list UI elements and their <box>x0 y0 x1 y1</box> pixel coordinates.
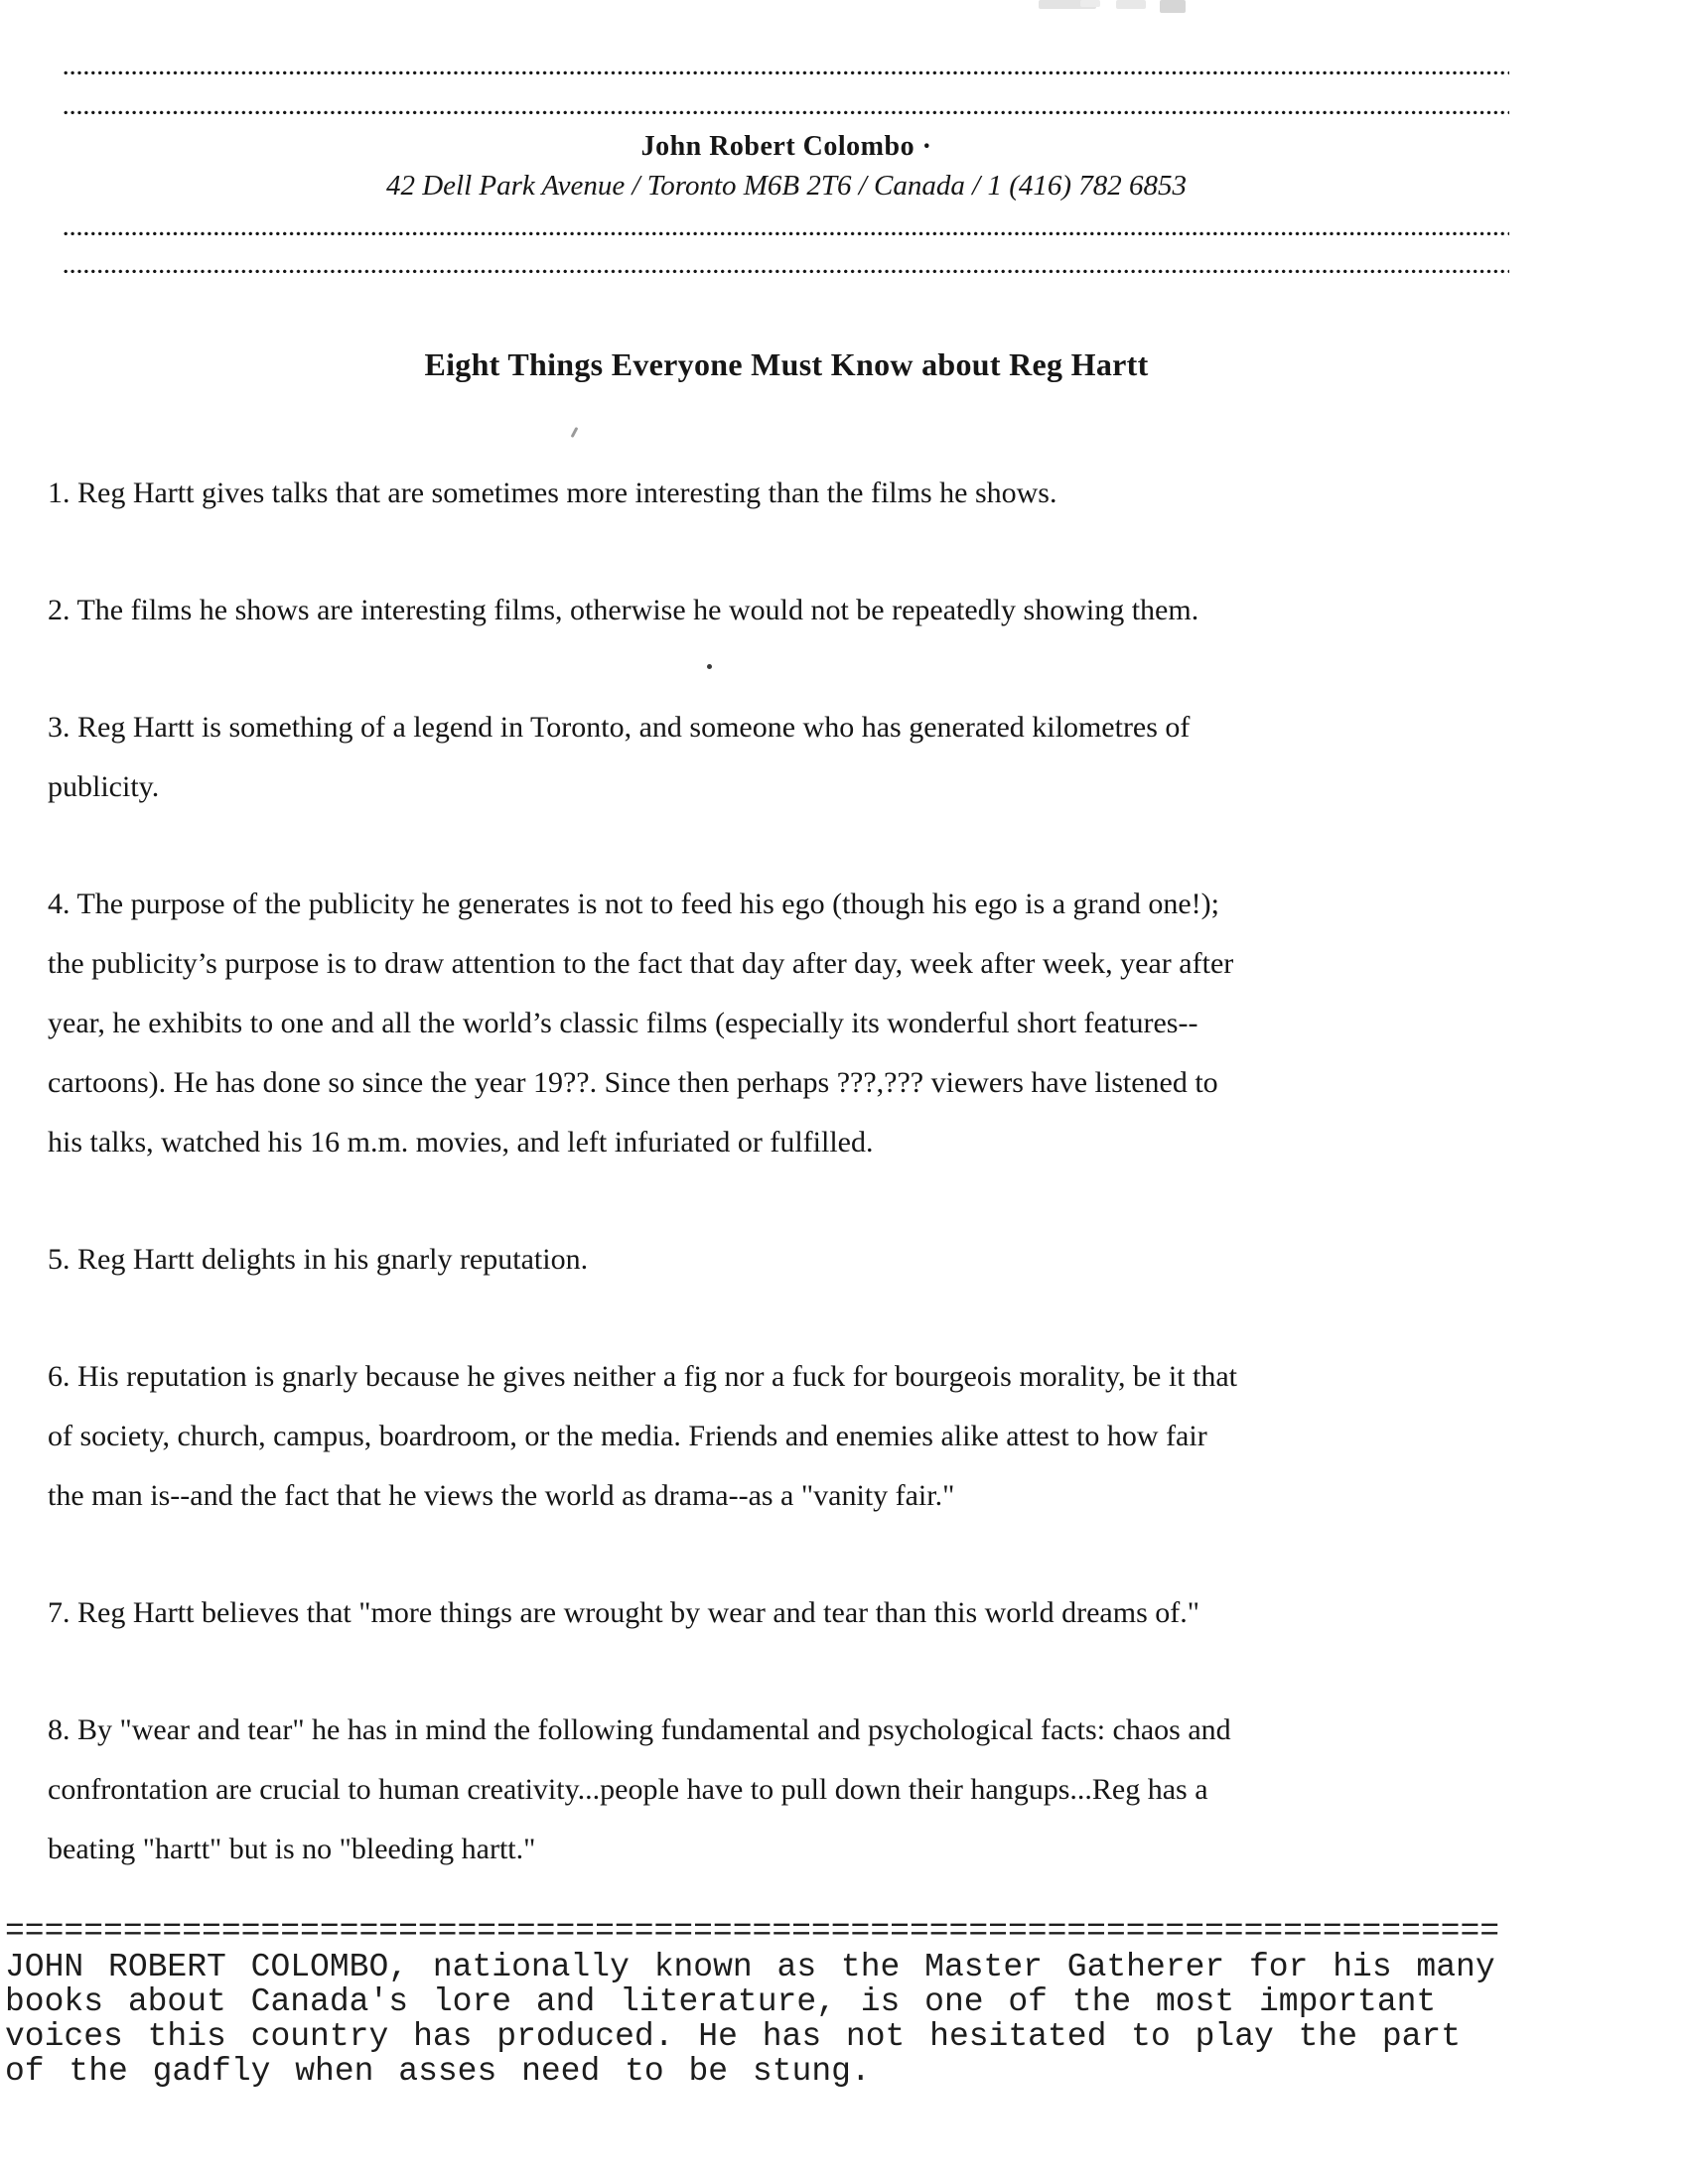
text-line: 4. The purpose of the publicity he generates is not to feed his ego (though his ego is a grand one!); <box>48 887 1219 920</box>
scan-smudge <box>1116 0 1146 9</box>
letterhead-address: 42 Dell Park Avenue / Toronto M6B 2T6 / Canada / 1 (416) 782 6853 <box>385 170 1188 202</box>
footer-line: JOHN ROBERT COLOMBO, nationally known as the Master Gatherer for his many <box>5 1949 1495 1985</box>
scan-smudge <box>1160 0 1186 13</box>
text-line: the publicity’s purpose is to draw attention to the fact that day after day, week after week, year after <box>48 947 1234 980</box>
document-title: Eight Things Everyone Must Know about Reg Hartt <box>424 346 1149 382</box>
text-line: beating "hartt" but is no "bleeding hartt." <box>48 1833 536 1865</box>
footer-line: books about Canada's lore and literature, is one of the most important <box>5 1983 1437 2020</box>
list-item <box>48 1701 1497 1879</box>
list-item <box>48 875 1497 1172</box>
footer-bio <box>5 1950 1554 2089</box>
numbered-list <box>48 464 1497 1937</box>
dotted-rule-bottom-2 <box>64 269 1509 274</box>
text-line: 1. Reg Hartt gives talks that are sometimes more interesting than the films he shows. <box>48 477 1057 509</box>
scan-smudge <box>1080 0 1100 7</box>
text-line: of society, church, campus, boardroom, or the media. Friends and enemies alike attest to how fair <box>48 1420 1207 1452</box>
text-line: confrontation are crucial to human creativity...people have to pull down their hangups...Reg has a <box>48 1773 1208 1806</box>
text-line: publicity. <box>48 770 160 803</box>
list-item <box>48 1583 1497 1643</box>
text-line: 5. Reg Hartt delights in his gnarly reputation. <box>48 1243 589 1276</box>
list-item <box>48 464 1497 523</box>
footer-line: of the gadfly when asses need to be stung. <box>5 2053 871 2090</box>
text-line: cartoons). He has done so since the year 19??. Since then perhaps ???,??? viewers have listened to <box>48 1066 1218 1099</box>
text-line: the man is--and the fact that he views the world as drama--as a "vanity fair." <box>48 1479 955 1512</box>
list-item <box>48 698 1497 817</box>
equals-divider: ============================================================================ <box>5 1914 1500 1950</box>
text-line: year, he exhibits to one and all the world’s classic films (especially its wonderful short features-- <box>48 1007 1198 1039</box>
list-item <box>48 1230 1497 1290</box>
list-item <box>48 1347 1497 1526</box>
list-item <box>48 581 1497 640</box>
scan-artifact-apostrophe <box>571 427 579 438</box>
text-line: 7. Reg Hartt believes that "more things are wrought by wear and tear than this world dreams of." <box>48 1596 1199 1629</box>
text-line: 3. Reg Hartt is something of a legend in Toronto, and someone who has generated kilometres of <box>48 711 1191 744</box>
letterhead-name: John Robert Colombo · <box>640 131 932 162</box>
text-line: his talks, watched his 16 m.m. movies, and left infuriated or fulfilled. <box>48 1126 874 1159</box>
dotted-rule-bottom-1 <box>64 231 1509 236</box>
dotted-rule-top-2 <box>64 110 1509 115</box>
text-line: 8. By "wear and tear" he has in mind the following fundamental and psychological facts: chaos and <box>48 1713 1231 1746</box>
text-line: 2. The films he shows are interesting films, otherwise he would not be repeatedly showing them. <box>48 594 1199 626</box>
dotted-rule-top-1 <box>64 70 1509 75</box>
text-line: 6. His reputation is gnarly because he gives neither a fig nor a fuck for bourgeois morality, be it that <box>48 1360 1237 1393</box>
footer-line: voices this country has produced. He has not hesitated to play the part <box>5 2018 1462 2055</box>
